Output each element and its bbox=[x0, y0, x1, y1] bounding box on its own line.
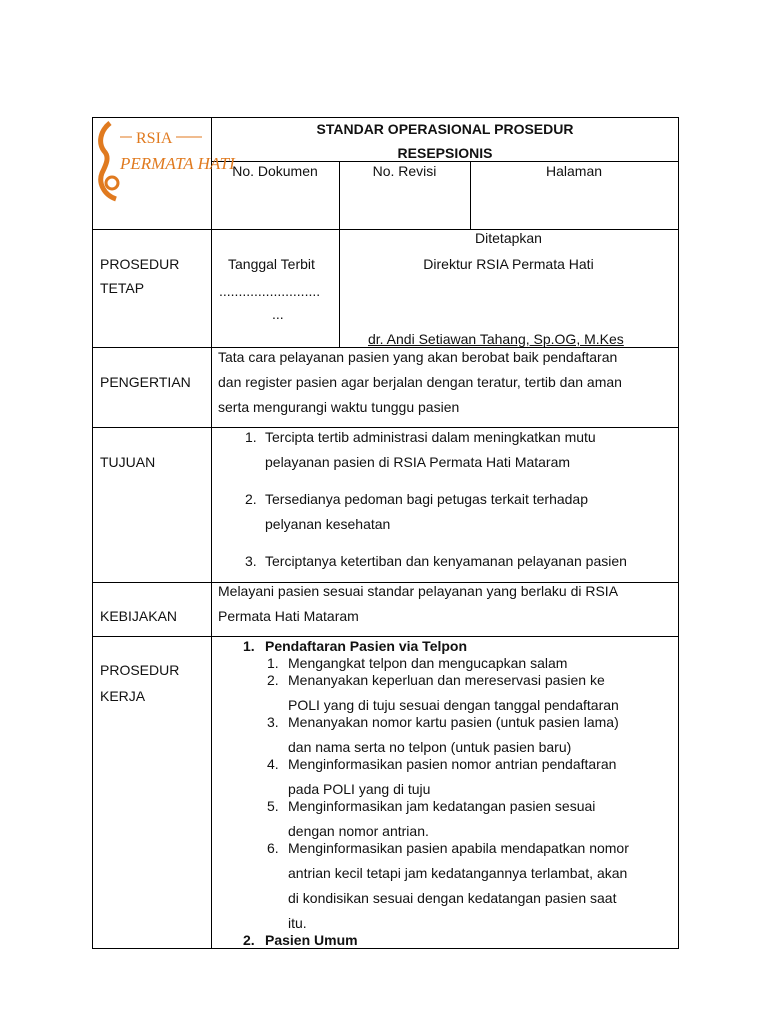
tujuan-item-line: pelyanan kesehatan bbox=[265, 516, 391, 532]
table-divider-label-column bbox=[211, 117, 212, 949]
tujuan-label: TUJUAN bbox=[100, 454, 156, 470]
tujuan-item-line: pelayanan pasien di RSIA Permata Hati Mataram bbox=[265, 454, 571, 470]
step-line: Menginformasikan pasien nomor antrian pendaftaran bbox=[288, 756, 617, 772]
kebijakan-line: Permata Hati Mataram bbox=[218, 608, 359, 624]
step-line: Menginformasikan pasien apabila mendapatkan nomor bbox=[288, 840, 629, 856]
table-divider-pengertian bbox=[92, 427, 679, 428]
tanggal-terbit-dots-line1: .......................... bbox=[219, 283, 321, 299]
kebijakan-label: KEBIJAKAN bbox=[100, 608, 178, 624]
step-number: 1. bbox=[267, 655, 279, 671]
pengertian-label: PENGERTIAN bbox=[100, 374, 191, 390]
step-line: Menanyakan keperluan dan mereservasi pasien ke bbox=[288, 672, 605, 688]
step-number: 3. bbox=[267, 714, 279, 730]
step-line: antrian kecil tetapi jam kedatangannya terlambat, akan bbox=[288, 865, 628, 881]
tujuan-item-line: Terciptanya ketertiban dan kenyamanan pelayanan pasien bbox=[265, 553, 627, 569]
table-border-left bbox=[92, 117, 93, 949]
document-title-line1: STANDAR OPERASIONAL PROSEDUR bbox=[316, 121, 574, 137]
step-line: itu. bbox=[288, 915, 307, 931]
table-border-bottom bbox=[92, 948, 679, 949]
logo-name-text: RSIA bbox=[136, 130, 173, 147]
prosedur-tetap-label-line1: PROSEDUR bbox=[100, 256, 180, 272]
pengertian-line: serta mengurangi waktu tunggu pasien bbox=[218, 399, 460, 415]
tujuan-item-line: Tercipta tertib administrasi dalam meningkatkan mutu bbox=[265, 429, 596, 445]
section-number: 2. bbox=[243, 932, 255, 948]
table-border-right bbox=[678, 117, 679, 949]
step-line: pada POLI yang di tuju bbox=[288, 781, 431, 797]
tujuan-item-number: 2. bbox=[245, 491, 257, 507]
tanggal-terbit-dots-line2: ... bbox=[272, 306, 284, 322]
tujuan-item-line: Tersedianya pedoman bagi petugas terkait terhadap bbox=[265, 491, 588, 507]
tujuan-item-number: 1. bbox=[245, 429, 257, 445]
step-line: Menanyakan nomor kartu pasien (untuk pasien lama) bbox=[288, 714, 619, 730]
section-number: 1. bbox=[243, 638, 255, 654]
logo-subtitle-text: PERMATA HATI bbox=[120, 154, 235, 173]
step-number: 6. bbox=[267, 840, 279, 856]
section-title-pendaftaran: Pendaftaran Pasien via Telpon bbox=[265, 638, 468, 654]
tanggal-terbit-label: Tanggal Terbit bbox=[228, 256, 315, 272]
step-line: dengan nomor antrian. bbox=[288, 823, 429, 839]
step-line: Mengangkat telpon dan mengucapkan salam bbox=[288, 655, 568, 671]
halaman-label: Halaman bbox=[545, 163, 603, 179]
no-revisi-label: No. Revisi bbox=[372, 163, 437, 179]
prosedur-tetap-label-line2: TETAP bbox=[100, 280, 145, 296]
prosedur-kerja-label-line2: KERJA bbox=[100, 688, 146, 704]
signatory-name: dr. Andi Setiawan Tahang, Sp.OG, M.Kes bbox=[368, 331, 624, 347]
step-number: 2. bbox=[267, 672, 279, 688]
step-number: 4. bbox=[267, 756, 279, 772]
tujuan-item-number: 3. bbox=[245, 553, 257, 569]
kebijakan-line: Melayani pasien sesuai standar pelayanan yang berlaku di RSIA bbox=[218, 583, 619, 599]
ditetapkan-text: Ditetapkan bbox=[475, 230, 542, 246]
rsia-logo bbox=[96, 117, 235, 209]
pengertian-line: Tata cara pelayanan pasien yang akan berobat baik pendaftaran bbox=[218, 349, 618, 365]
section-title-pasien-umum: Pasien Umum bbox=[265, 932, 358, 948]
table-divider-kebijakan bbox=[92, 636, 679, 637]
rsia-logo-image bbox=[96, 117, 235, 209]
table-divider-col2 bbox=[339, 161, 340, 348]
pengertian-line: dan register pasien agar berjalan dengan teratur, tertib dan aman bbox=[218, 374, 622, 390]
step-number: 5. bbox=[267, 798, 279, 814]
step-line: di kondisikan sesuai dengan kedatangan pasien saat bbox=[288, 890, 617, 906]
step-line: dan nama serta no telpon (untuk pasien baru) bbox=[288, 739, 572, 755]
document-title-line2: RESEPSIONIS bbox=[397, 145, 493, 161]
step-line: POLI yang di tuju sesuai dengan tanggal pendaftaran bbox=[288, 697, 619, 713]
prosedur-kerja-label-line1: PROSEDUR bbox=[100, 662, 180, 678]
direktur-text: Direktur RSIA Permata Hati bbox=[423, 256, 594, 272]
no-dokumen-label: No. Dokumen bbox=[232, 163, 318, 179]
step-line: Menginformasikan jam kedatangan pasien sesuai bbox=[288, 798, 596, 814]
